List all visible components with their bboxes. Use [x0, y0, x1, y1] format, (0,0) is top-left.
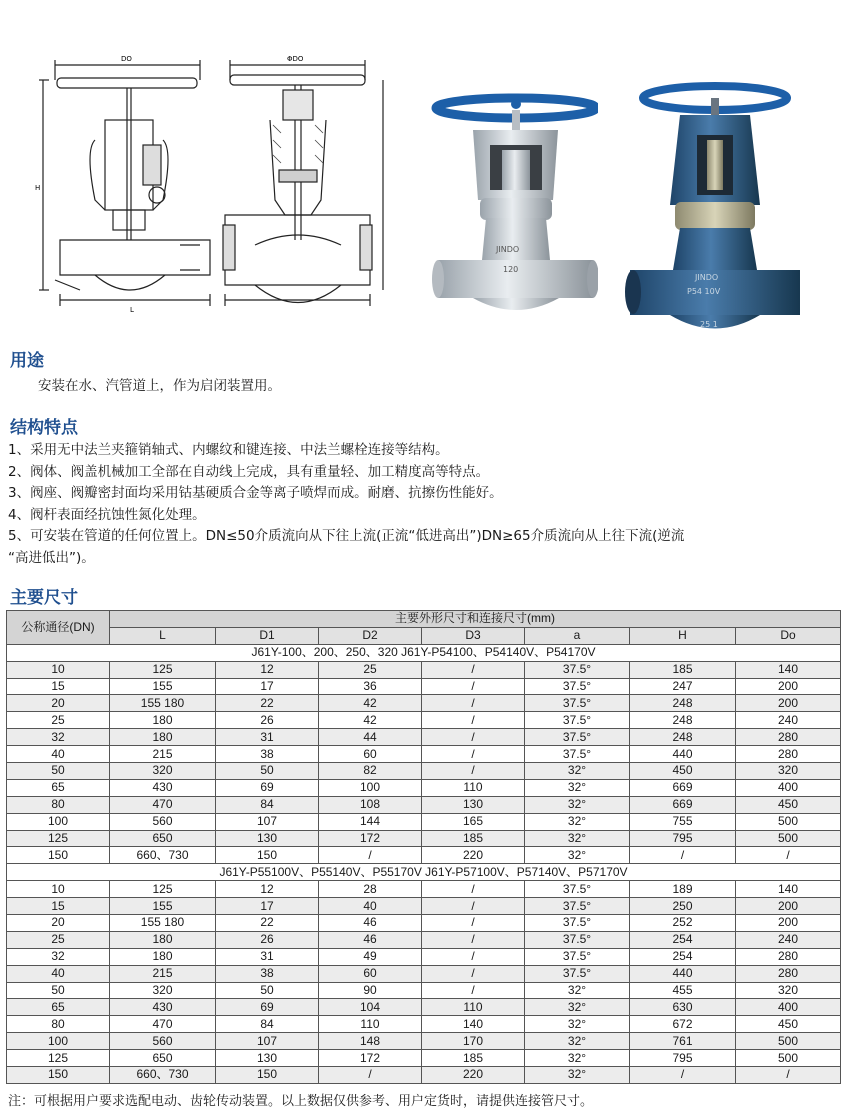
blue-marking-c: 25 1: [700, 320, 718, 329]
usage-title: 用途: [10, 351, 44, 371]
table-cell: 42: [319, 695, 422, 712]
table-cell: 28: [319, 881, 422, 898]
column-header: L: [110, 627, 216, 644]
valve-section-drawing: [215, 50, 395, 350]
table-cell: 320: [110, 982, 216, 999]
table-cell: 455: [630, 982, 736, 999]
table-cell: 660、730: [110, 847, 216, 864]
table-cell: 440: [630, 965, 736, 982]
table-cell: /: [422, 898, 525, 915]
silver-marking: JINDO: [496, 245, 520, 254]
table-cell: 130: [216, 830, 319, 847]
series-band: J61Y-100、200、250、320 J61Y-P54100、P54140V、P54170V: [7, 644, 841, 661]
table-cell: 320: [736, 982, 841, 999]
table-row: [7, 898, 841, 915]
dn-cell: 15: [7, 678, 110, 695]
dn-cell: 40: [7, 746, 110, 763]
table-cell: /: [319, 847, 422, 864]
table-cell: 180: [110, 729, 216, 746]
table-cell: 84: [216, 1016, 319, 1033]
table-cell: /: [422, 931, 525, 948]
structure-item: 1、采用无中法兰夹箍销轴式、内螺纹和键连接、中法兰螺栓连接等结构。: [8, 442, 449, 458]
table-cell: 26: [216, 931, 319, 948]
column-header: a: [525, 627, 630, 644]
table-row: [7, 1033, 841, 1050]
table-cell: 440: [630, 746, 736, 763]
table-cell: 200: [736, 898, 841, 915]
table-cell: 32°: [525, 779, 630, 796]
table-cell: /: [422, 763, 525, 780]
structure-item: 2、阀体、阀盖机械加工全部在自动线上完成，具有重量轻、加工精度高等特点。: [8, 463, 490, 480]
dn-cell: 65: [7, 999, 110, 1016]
table-cell: 17: [216, 898, 319, 915]
table-cell: 60: [319, 746, 422, 763]
dn-cell: 20: [7, 695, 110, 712]
dn-cell: 15: [7, 898, 110, 915]
dn-cell: 100: [7, 1033, 110, 1050]
table-cell: 450: [736, 796, 841, 813]
table-cell: /: [736, 847, 841, 864]
table-row: [7, 779, 841, 796]
table-row: [7, 847, 841, 864]
table-cell: 31: [216, 948, 319, 965]
table-row: [7, 729, 841, 746]
column-header: D3: [422, 627, 525, 644]
structure-title: 结构特点: [10, 418, 78, 438]
table-cell: 37.5°: [525, 729, 630, 746]
table-cell: /: [422, 881, 525, 898]
table-cell: 22: [216, 915, 319, 932]
table-row: [7, 763, 841, 780]
table-row: [7, 1016, 841, 1033]
table-cell: 125: [110, 881, 216, 898]
dn-cell: 40: [7, 965, 110, 982]
table-cell: 37.5°: [525, 695, 630, 712]
table-cell: 248: [630, 695, 736, 712]
table-row: [7, 830, 841, 847]
table-cell: 400: [736, 779, 841, 796]
dn-header: 公称通径(DN): [7, 611, 110, 645]
table-cell: 32°: [525, 1050, 630, 1067]
dimensions-table-wrap: [6, 610, 840, 1084]
dn-cell: 20: [7, 915, 110, 932]
table-cell: 200: [736, 915, 841, 932]
table-cell: 12: [216, 661, 319, 678]
table-cell: 240: [736, 712, 841, 729]
table-cell: 46: [319, 915, 422, 932]
table-cell: 247: [630, 678, 736, 695]
table-cell: 12: [216, 881, 319, 898]
silver-valve-photo: [428, 90, 598, 330]
table-cell: 200: [736, 678, 841, 695]
table-cell: 240: [736, 931, 841, 948]
table-cell: 90: [319, 982, 422, 999]
table-cell: 37.5°: [525, 661, 630, 678]
table-cell: 32°: [525, 796, 630, 813]
table-row: [7, 999, 841, 1016]
table-cell: 110: [319, 1016, 422, 1033]
table-cell: 560: [110, 1033, 216, 1050]
table-row: [7, 982, 841, 999]
table-cell: 108: [319, 796, 422, 813]
table-cell: 172: [319, 1050, 422, 1067]
dimensions-table: [6, 610, 841, 1084]
table-cell: 49: [319, 948, 422, 965]
table-cell: 37.5°: [525, 948, 630, 965]
table-cell: 669: [630, 779, 736, 796]
table-cell: 470: [110, 796, 216, 813]
table-cell: 400: [736, 999, 841, 1016]
table-row: [7, 915, 841, 932]
table-cell: 248: [630, 712, 736, 729]
dn-cell: 150: [7, 847, 110, 864]
h-label: H: [35, 184, 41, 192]
table-cell: 40: [319, 898, 422, 915]
table-cell: 180: [110, 948, 216, 965]
column-header: H: [630, 627, 736, 644]
table-cell: 280: [736, 965, 841, 982]
table-cell: 672: [630, 1016, 736, 1033]
table-cell: 252: [630, 915, 736, 932]
dn-cell: 50: [7, 763, 110, 780]
table-cell: 22: [216, 695, 319, 712]
table-cell: 220: [422, 1067, 525, 1084]
table-cell: /: [736, 1067, 841, 1084]
table-cell: 180: [110, 931, 216, 948]
table-cell: 37.5°: [525, 915, 630, 932]
table-cell: 170: [422, 1033, 525, 1050]
table-row: [7, 678, 841, 695]
dn-cell: 80: [7, 796, 110, 813]
dn-cell: 100: [7, 813, 110, 830]
usage-text: 安装在水、汽管道上，作为启闭装置用。: [38, 378, 281, 394]
table-cell: 280: [736, 948, 841, 965]
dn-cell: 80: [7, 1016, 110, 1033]
table-cell: 32°: [525, 1033, 630, 1050]
structure-list: [8, 440, 842, 569]
series-band: J61Y-P55100V、P55140V、P55170V J61Y-P57100V、P57140V、P57170V: [7, 864, 841, 881]
table-cell: 32°: [525, 1067, 630, 1084]
table-cell: 200: [736, 695, 841, 712]
table-cell: 650: [110, 830, 216, 847]
table-row: [7, 1050, 841, 1067]
structure-item: 5、可安装在管道的任何位置上。DN≤50介质流向从下往上流(正流“低进高出”)DN≥65介质流向从上往下流(逆流: [8, 528, 685, 544]
table-cell: 250: [630, 898, 736, 915]
table-cell: 248: [630, 729, 736, 746]
table-cell: 180: [110, 712, 216, 729]
blue-valve-photo: [625, 80, 805, 340]
structure-item: 4、阀杆表面经抗蚀性氮化处理。: [8, 506, 206, 523]
table-row: [7, 881, 841, 898]
table-cell: 26: [216, 712, 319, 729]
series-band-row: [7, 864, 841, 881]
table-cell: 470: [110, 1016, 216, 1033]
table-cell: 560: [110, 813, 216, 830]
table-cell: 450: [736, 1016, 841, 1033]
table-cell: 37.5°: [525, 746, 630, 763]
table-cell: 130: [216, 1050, 319, 1067]
table-cell: 172: [319, 830, 422, 847]
table-cell: 50: [216, 982, 319, 999]
table-cell: 185: [630, 661, 736, 678]
table-row: [7, 661, 841, 678]
structure-item: “高进低出”)。: [8, 549, 95, 566]
table-cell: 110: [422, 999, 525, 1016]
table-cell: 50: [216, 763, 319, 780]
table-cell: 37.5°: [525, 931, 630, 948]
table-cell: 37.5°: [525, 965, 630, 982]
table-cell: 280: [736, 746, 841, 763]
table-cell: 280: [736, 729, 841, 746]
dn-cell: 32: [7, 729, 110, 746]
column-header: D2: [319, 627, 422, 644]
group-header: 主要外形尺寸和连接尺寸(mm): [110, 611, 841, 628]
table-cell: /: [422, 712, 525, 729]
table-cell: 130: [422, 796, 525, 813]
table-cell: 110: [422, 779, 525, 796]
table-cell: 31: [216, 729, 319, 746]
table-cell: 189: [630, 881, 736, 898]
dn-cell: 25: [7, 712, 110, 729]
table-cell: 32°: [525, 763, 630, 780]
do-label: DO: [121, 55, 132, 63]
table-cell: 795: [630, 1050, 736, 1067]
table-row: [7, 695, 841, 712]
table-cell: 107: [216, 813, 319, 830]
dimensions-body: [7, 644, 841, 1083]
table-cell: 500: [736, 1050, 841, 1067]
table-cell: 32°: [525, 847, 630, 864]
table-cell: 320: [110, 763, 216, 780]
series-band-row: [7, 644, 841, 661]
table-cell: 795: [630, 830, 736, 847]
table-cell: /: [630, 1067, 736, 1084]
table-cell: /: [422, 965, 525, 982]
table-cell: 38: [216, 746, 319, 763]
table-cell: 60: [319, 965, 422, 982]
table-cell: /: [422, 746, 525, 763]
table-cell: 144: [319, 813, 422, 830]
table-cell: 215: [110, 965, 216, 982]
table-cell: 220: [422, 847, 525, 864]
table-cell: 215: [110, 746, 216, 763]
table-cell: 185: [422, 1050, 525, 1067]
table-cell: 37.5°: [525, 678, 630, 695]
table-cell: 125: [110, 661, 216, 678]
table-cell: 430: [110, 999, 216, 1016]
table-cell: 155 180: [110, 915, 216, 932]
table-row: [7, 965, 841, 982]
dimensions-title: 主要尺寸: [10, 588, 78, 608]
table-cell: /: [422, 678, 525, 695]
table-cell: 500: [736, 1033, 841, 1050]
dn-cell: 125: [7, 830, 110, 847]
do-label-right: ΦDO: [287, 55, 304, 63]
table-cell: /: [630, 847, 736, 864]
dn-cell: 32: [7, 948, 110, 965]
l-label: L: [130, 306, 134, 314]
table-cell: 185: [422, 830, 525, 847]
table-cell: 32°: [525, 982, 630, 999]
column-header: Do: [736, 627, 841, 644]
silver-marking-b: 120: [503, 265, 519, 274]
table-cell: 140: [736, 661, 841, 678]
table-cell: /: [422, 695, 525, 712]
table-cell: 82: [319, 763, 422, 780]
table-cell: 165: [422, 813, 525, 830]
table-cell: 37.5°: [525, 712, 630, 729]
table-cell: 36: [319, 678, 422, 695]
table-cell: 500: [736, 813, 841, 830]
table-cell: 44: [319, 729, 422, 746]
table-cell: 37.5°: [525, 881, 630, 898]
table-row: [7, 746, 841, 763]
table-cell: 32°: [525, 813, 630, 830]
table-cell: 32°: [525, 1016, 630, 1033]
table-cell: 500: [736, 830, 841, 847]
blue-marking: JINDO: [695, 273, 719, 282]
table-cell: 320: [736, 763, 841, 780]
dn-cell: 10: [7, 661, 110, 678]
table-cell: 450: [630, 763, 736, 780]
table-cell: 254: [630, 948, 736, 965]
footnote: 注：可根据用户要求选配电动、齿轮传动装置。以上数据仅供参考、用户定货时，请提供连接管尺寸。: [8, 1094, 594, 1109]
table-row: [7, 931, 841, 948]
table-cell: 107: [216, 1033, 319, 1050]
table-cell: /: [422, 982, 525, 999]
table-cell: 148: [319, 1033, 422, 1050]
table-cell: 650: [110, 1050, 216, 1067]
dn-cell: 150: [7, 1067, 110, 1084]
table-cell: 254: [630, 931, 736, 948]
table-cell: 430: [110, 779, 216, 796]
table-cell: 660、730: [110, 1067, 216, 1084]
table-cell: 25: [319, 661, 422, 678]
dn-cell: 50: [7, 982, 110, 999]
table-cell: 140: [422, 1016, 525, 1033]
table-cell: 37.5°: [525, 898, 630, 915]
table-cell: /: [319, 1067, 422, 1084]
table-cell: 761: [630, 1033, 736, 1050]
table-cell: 69: [216, 779, 319, 796]
table-cell: /: [422, 948, 525, 965]
table-cell: 69: [216, 999, 319, 1016]
table-cell: 755: [630, 813, 736, 830]
table-row: [7, 948, 841, 965]
structure-item: 3、阀座、阀瓣密封面均采用钴基硬质合金等离子喷焊而成。耐磨、抗擦伤性能好。: [8, 485, 503, 501]
table-cell: 84: [216, 796, 319, 813]
blue-marking-b: P54 10V: [687, 287, 721, 296]
table-cell: 100: [319, 779, 422, 796]
table-row: [7, 712, 841, 729]
column-header: D1: [216, 627, 319, 644]
table-cell: 46: [319, 931, 422, 948]
valve-side-drawing: [35, 50, 235, 350]
table-row: [7, 1067, 841, 1084]
table-cell: /: [422, 729, 525, 746]
table-cell: 150: [216, 1067, 319, 1084]
dn-cell: 25: [7, 931, 110, 948]
dn-cell: 10: [7, 881, 110, 898]
dn-cell: 125: [7, 1050, 110, 1067]
table-cell: 630: [630, 999, 736, 1016]
table-cell: 155 180: [110, 695, 216, 712]
table-row: [7, 796, 841, 813]
table-cell: 140: [736, 881, 841, 898]
table-cell: /: [422, 661, 525, 678]
valve-illustrations: [0, 0, 850, 340]
table-cell: /: [422, 915, 525, 932]
table-cell: 32°: [525, 830, 630, 847]
table-cell: 155: [110, 898, 216, 915]
table-cell: 42: [319, 712, 422, 729]
table-cell: 17: [216, 678, 319, 695]
table-cell: 150: [216, 847, 319, 864]
dn-cell: 65: [7, 779, 110, 796]
table-cell: 32°: [525, 999, 630, 1016]
table-row: [7, 813, 841, 830]
table-cell: 104: [319, 999, 422, 1016]
table-cell: 38: [216, 965, 319, 982]
column-header-row: [7, 627, 841, 644]
table-cell: 669: [630, 796, 736, 813]
table-cell: 155: [110, 678, 216, 695]
